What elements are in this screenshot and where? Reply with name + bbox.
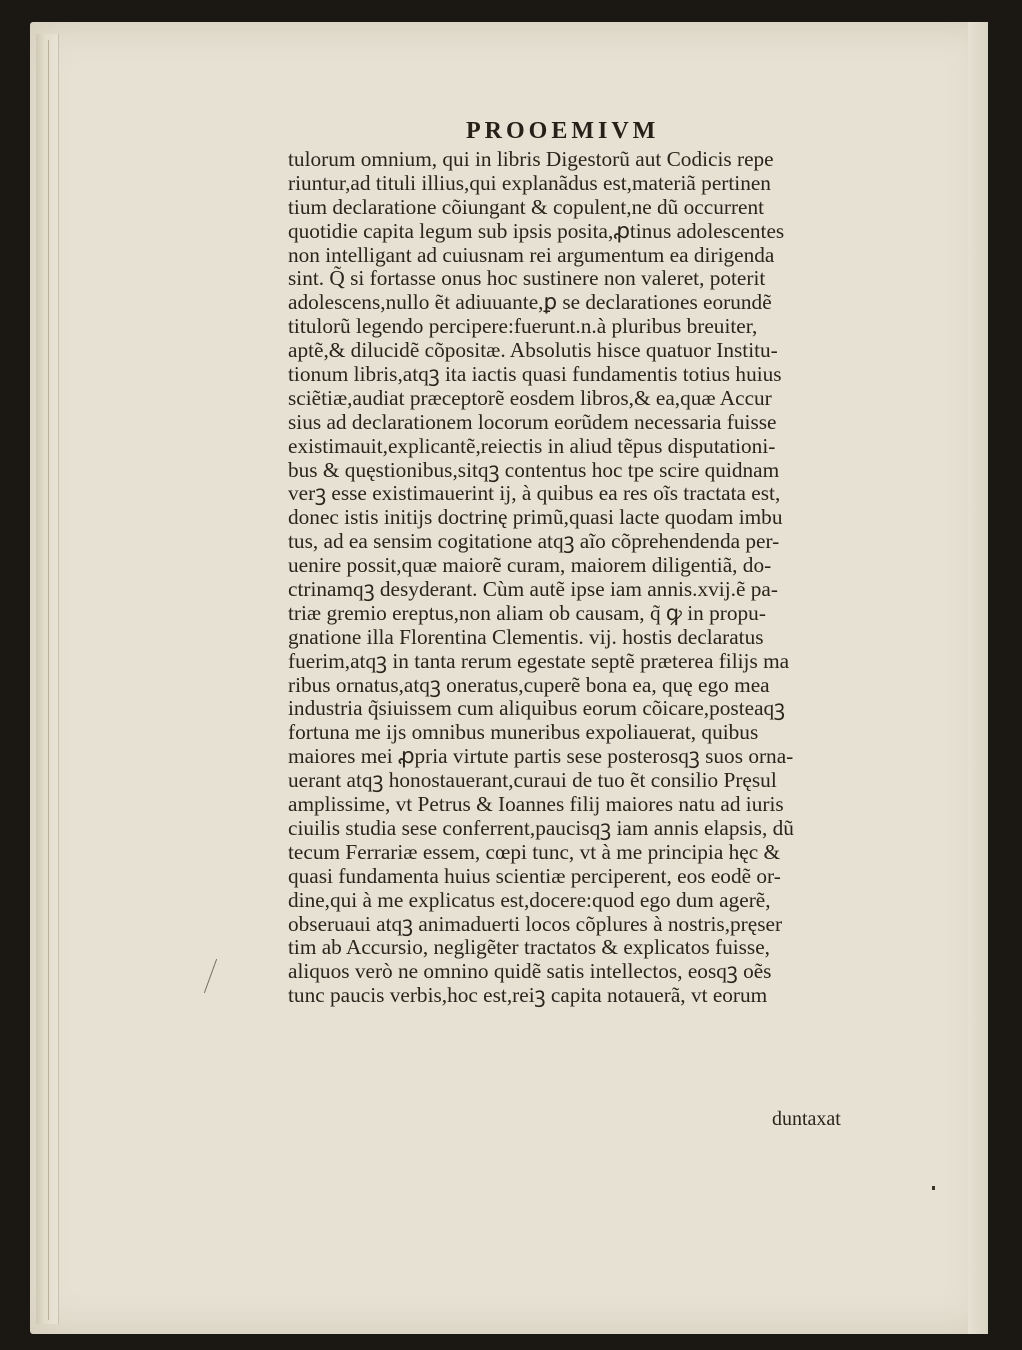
text-line: gnatione illa Florentina Clementis. vij. hostis declaratus — [288, 624, 764, 649]
text-line: tus, ad ea sensim cogitatione atqꝫ aĩo cõprehendenda per- — [288, 529, 780, 554]
text-line: triæ gremio ereptus,non aliam ob causam, q̃ ꝙ in propu- — [288, 600, 766, 625]
text-line: ribus ornatus,atqꝫ oneratus,cuperẽ bona ea, quę ego mea — [288, 672, 770, 697]
text-line: tionum libris,atqꝫ ita iactis quasi fundamentis totius huius — [288, 362, 782, 387]
text-line: quasi fundamenta huius scientiæ perciperent, eos eodẽ or- — [288, 863, 781, 888]
text-line: fortuna me ijs omnibus muneribus expoliauerat, quibus — [288, 720, 759, 745]
text-block — [288, 148, 888, 1008]
text-line: aliquos verò ne omnino quidẽ satis intellectos, eosqꝫ oẽs — [288, 959, 772, 984]
page-edge-line — [48, 40, 49, 1320]
text-line: bus & quęstionibus,sitqꝫ contentus hoc tpe scire quidnam — [288, 457, 780, 482]
text-line: fuerim,atqꝫ in tanta rerum egestate septẽ præterea filijs ma — [288, 648, 790, 673]
text-line: uerant atqꝫ honostauerant,curaui de tuo ẽt consilio Pręsul — [288, 768, 777, 793]
text-line: donec istis initijs doctrinę primũ,quasi lacte quodam imbu — [288, 505, 783, 530]
page-right-edge — [968, 22, 988, 1334]
catchword: duntaxat — [772, 1108, 841, 1130]
text-line: aptẽ,& dilucidẽ cõpositæ. Absolutis hisce quatuor Institu- — [288, 338, 778, 363]
text-line: tunc paucis verbis,hoc est,reiꝫ capita notauerã, vt eorum — [288, 983, 768, 1008]
text-line: maiores mei ꝓpria virtute partis sese posterosqꝫ suos orna- — [288, 744, 794, 769]
text-line: amplissime, vt Petrus & Ioannes filij maiores natu ad iuris — [288, 792, 784, 817]
text-line: sciẽtiæ,audiat præceptorẽ eosdem libros,& ea,quæ Accur — [288, 385, 772, 410]
text-line: tulorum omnium, qui in libris Digestorũ aut Codicis repe — [288, 147, 774, 171]
text-line: dine,qui à me explicatus est,docere:quod ego dum agerẽ, — [288, 887, 771, 912]
text-line: obseruaui atqꝫ animaduerti locos cõplures à nostris,pręser — [288, 911, 783, 936]
text-line: titulorũ legendo percipere:fuerunt.n.à pluribus breuiter, — [288, 314, 758, 339]
text-line: quotidie capita legum sub ipsis posita,ꝓtinus adolescentes — [288, 218, 785, 243]
running-head: PROOEMIVM — [466, 118, 660, 144]
text-line: uenire possit,quæ maiorẽ curam, maiorem diligentiã, do- — [288, 553, 772, 578]
text-line: existimauit,explicantẽ,reiectis in aliud tẽpus disputationi- — [288, 433, 776, 458]
text-line: verꝫ esse existimauerint ij, à quibus ea res oĩs tractata est, — [288, 481, 781, 506]
text-line: non intelligant ad cuiusnam rei argumentum ea dirigenda — [288, 242, 775, 267]
ink-speck — [932, 1186, 935, 1190]
text-line: riuntur,ad tituli illius,qui explanãdus est,materiã pertinen — [288, 170, 771, 195]
text-line: sius ad declarationem locorum eorũdem necessaria fuisse — [288, 409, 777, 434]
text-line: industria q̃siuissem cum aliquibus eorum cõicare,posteaqꝫ — [288, 696, 786, 721]
text-line: tium declaratione cõiungant & copulent,ne dũ occurrent — [288, 194, 765, 219]
text-line: adolescens,nullo ẽt adiuuante,ꝑ se declarationes eorundẽ — [288, 290, 772, 315]
text-line: ctrinamqꝫ desyderant. Cùm autẽ ipse iam annis.xvij.ẽ pa- — [288, 577, 778, 602]
text-line: tecum Ferrariæ essem, cœpi tunc, vt à me principia hęc & — [288, 839, 781, 864]
text-line: tim ab Accursio, negligẽter tractatos & explicatos fuisse, — [288, 935, 770, 960]
text-line: sint. Q̃ si fortasse onus hoc sustinere non valeret, poterit — [288, 266, 766, 291]
text-line: ciuilis studia sese conferrent,paucisqꝫ iam annis elapsis, dũ — [288, 815, 794, 840]
